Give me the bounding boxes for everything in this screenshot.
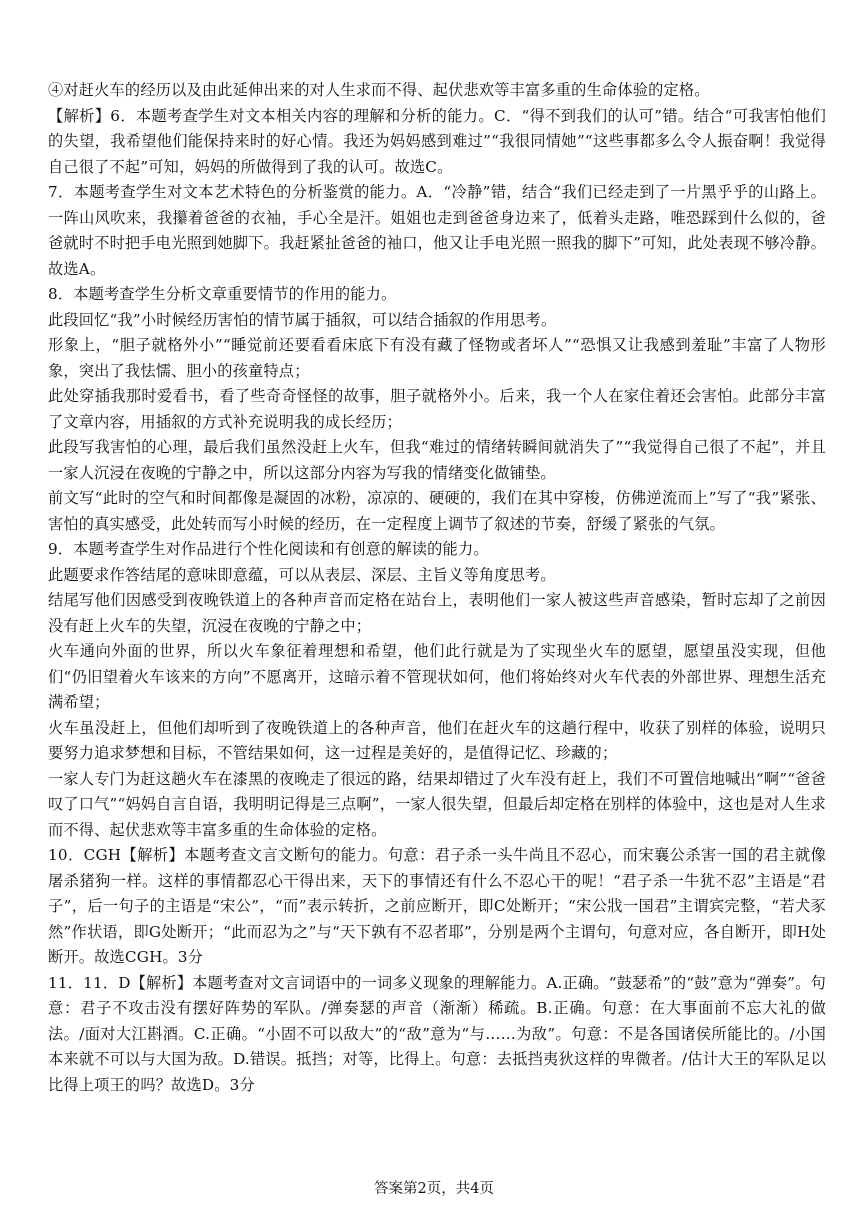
paragraph-2: 【解析】6．本题考查学生对文本相关内容的理解和分析的能力。C．“得不到我们的认可”错。结合“可我害怕他们的失望，我希望他们能保持来时的好心情。我还为妈妈感到难过”“我很同情她”“这些事都多么令人振奋啊！我觉得自己很了不起”可知，妈妈的所做得到了我的认可。故选C。 [48, 106, 826, 176]
paragraph-9: 前文写“此时的空气和时间都像是凝固的冰粉，凉凉的、硬硬的，我们在其中穿梭，仿佛逆流而上”写了“我”紧张、害怕的真实感受，此处转而写小时候的经历，在一定程度上调节了叙述的节奏，舒缓了紧张的气氛。 [48, 489, 826, 533]
paragraph-4: 8．本题考查学生分析文章重要情节的作用的能力。 [48, 285, 397, 303]
paragraph-13: 火车通向外面的世界，所以火车象征着理想和希望，他们此行就是为了实现坐火车的愿望，愿望虽没实现，但他们“仍旧望着火车该来的方向”不愿离开，这暗示着不管现状如何，他们将始终对火车代表的外部世界、理想生活充满希望； [48, 642, 826, 711]
paragraph-10: 9．本题考查学生对作品进行个性化阅读和有创意的解读的能力。 [48, 540, 489, 558]
paragraph-6: 形象上，“胆子就格外小”“睡觉前还要看看床底下有没有藏了怪物或者坏人”“恐惧又让我感到羞耻”丰富了人物形象，突出了我怯懦、胆小的孩童特点； [48, 336, 826, 380]
document-body [48, 78, 826, 1098]
paragraph-15: 一家人专门为赶这趟火车在漆黑的夜晚走了很远的路，结果却错过了火车没有赶上，我们不可置信地喊出“啊”“爸爸叹了口气”“妈妈自言自语，我明明记得是三点啊”，一家人很失望，但最后却定格在别样的体验中，这也是对人生求而不得、起伏悲欢等丰富多重的生命体验的定格。 [48, 769, 826, 839]
paragraph-5: 此段回忆“我”小时候经历害怕的情节属于插叙，可以结合插叙的作用思考。 [48, 310, 557, 329]
paragraph-7: 此处穿插我那时爱看书，看了些奇奇怪怪的故事，胆子就格外小。后来，我一个人在家住着还会害怕。此部分丰富了文章内容，用插叙的方式补充说明我的成长经历； [48, 387, 826, 431]
page-footer: 答案第2页，共4页 [374, 1181, 494, 1197]
paragraph-3: 7．本题考查学生对文本艺术特色的分析鉴赏的能力。A．“冷静”错，结合“我们已经走到了一片黑乎乎的山路上。一阵山风吹来，我攥着爸爸的衣袖，手心全是汗。姐姐也走到爸爸身边来了，低着头走路，唯恐踩到什么似的，爸爸就时不时把手电光照到她脚下。我赶紧扯爸爸的袖口，他又让手电光照一照我的脚下”可知，此处表现不够冷静。故选A。 [48, 183, 826, 278]
paragraph-16: 10．CGH【解析】本题考查文言文断句的能力。句意：君子杀一头牛尚且不忍心，而宋襄公杀害一国的君主就像屠杀猪狗一样。这样的事情都忍心干得出来，天下的事情还有什么不忍心干的呢！“君子杀一牛犹不忍”主语是“君子”，后一句子的主语是“宋公”，“而”表示转折，之前应断开，即C处断开；“宋公戕一国君”主谓宾完整，“若犬豕然”作状语，即G处断开；“此而忍为之”与“天下孰有不忍者耶”，分别是两个主谓句，句意对应，各自断开，即H处断开。故选CGH。3分 [48, 846, 826, 966]
paragraph-1: ④对赶火车的经历以及由此延伸出来的对人生求而不得、起伏悲欢等丰富多重的生命体验的定格。 [48, 81, 710, 99]
paragraph-14: 火车虽没赶上，但他们却听到了夜晚铁道上的各种声音，他们在赶火车的这趟行程中，收获了别样的体验，说明只要努力追求梦想和目标，不管结果如何，这一过程是美好的，是值得记忆、珍藏的； [48, 718, 826, 762]
paragraph-8: 此段写我害怕的心理，最后我们虽然没赶上火车，但我“难过的情绪转瞬间就消失了”“我觉得自己很了不起”，并且一家人沉浸在夜晚的宁静之中，所以这部分内容为写我的情绪变化做铺垫。 [48, 438, 826, 482]
paragraph-12: 结尾写他们因感受到夜晚铁道上的各种声音而定格在站台上，表明他们一家人被这些声音感染，暂时忘却了之前因没有赶上火车的失望，沉浸在夜晚的宁静之中； [48, 591, 826, 635]
paragraph-17: 11．11．D【解析】本题考查对文言词语中的一词多义现象的理解能力。A.正确。“鼓瑟希”的“鼓”意为“弹奏”。句意：君子不攻击没有摆好阵势的军队。/弹奏瑟的声音（渐渐）稀疏。B.正确。句意：在大事面前不忘大礼的做法。/面对大江斟酒。C.正确。“小固不可以敌大”的“敌”意为“与……为敌”。句意：不是各国诸侯所能比的。/小国本来就不可以与大国为敌。D.错误。抵挡；对等，比得上。句意：去抵挡夷狄这样的卑微者。/估计大王的军队足以比得上项王的吗？故选D。3分 [48, 973, 826, 1094]
paragraph-11: 此题要求作答结尾的意味即意蕴，可以从表层、深层、主旨义等角度思考。 [48, 565, 556, 584]
